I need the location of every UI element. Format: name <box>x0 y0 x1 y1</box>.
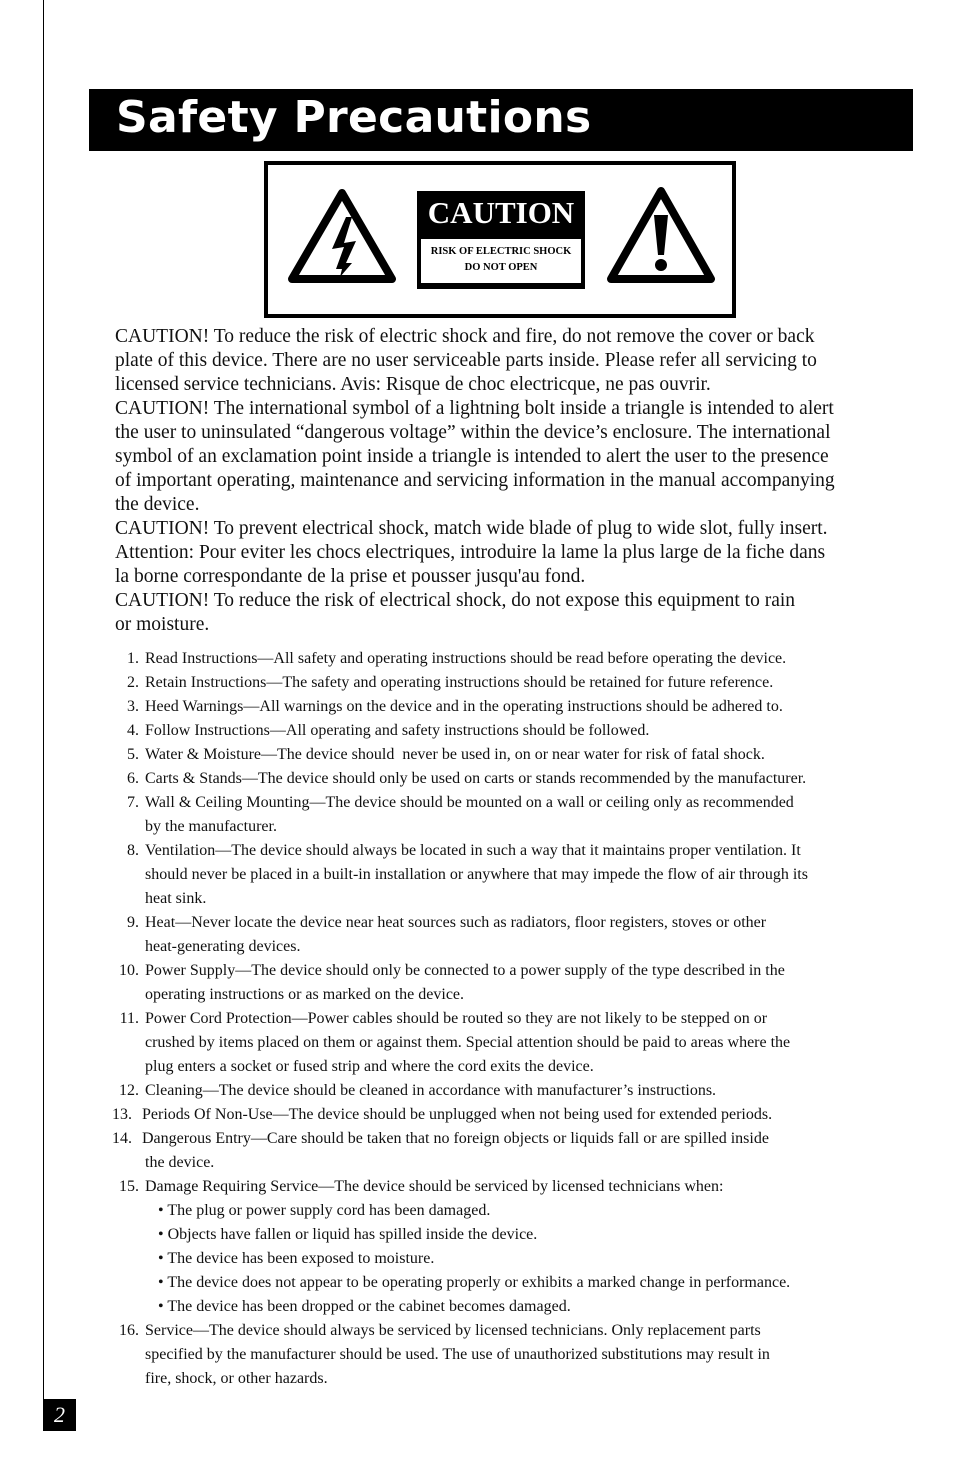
text-line: CAUTION! The international symbol of a lightning bolt inside a triangle is intended to alert <box>115 398 834 419</box>
item-text: Heed Warnings—All warnings on the device and in the operating instructions should be adhered to. <box>145 698 783 715</box>
item-text: the device. <box>145 1154 215 1171</box>
bullet-item: • The device has been dropped or the cabinet becomes damaged. <box>158 1298 571 1315</box>
item-text: Carts & Stands—The device should only be used on carts or stands recommended by the manufacturer. <box>145 770 807 787</box>
page-title: Safety Precautions <box>116 92 592 143</box>
list-item <box>115 719 905 743</box>
item-number: 15. <box>119 1178 139 1195</box>
list-item <box>115 767 905 791</box>
text-line: symbol of an exclamation point inside a triangle is intended to alert the user to the presence <box>115 446 829 467</box>
item-text: should never be placed in a built-in installation or anywhere that may impede the flow of air through its <box>145 866 808 883</box>
text-line: CAUTION! To reduce the risk of electric shock and fire, do not remove the cover or back <box>115 326 815 347</box>
caution-paragraph-3 <box>115 517 905 589</box>
item-text: Follow Instructions—All operating and safety instructions should be followed. <box>145 722 650 739</box>
item-text: Periods Of Non-Use—The device should be unplugged when not being used for extended periods. <box>142 1106 773 1123</box>
caution-label <box>417 191 585 289</box>
text-line: la borne correspondante de la prise et pousser jusqu'au fond. <box>115 566 586 587</box>
list-item <box>115 1175 905 1199</box>
item-number: 1. <box>127 650 139 667</box>
title-bar <box>89 89 913 151</box>
caution-label-box <box>264 161 736 318</box>
text-line: plate of this device. There are no user serviceable parts inside. Please refer all servicing to <box>115 350 817 371</box>
list-item <box>115 695 905 719</box>
item-text: Wall & Ceiling Mounting—The device should be mounted on a wall or ceiling only as recommended <box>145 794 794 811</box>
list-item <box>115 647 905 671</box>
item-number: 12. <box>119 1082 139 1099</box>
caution-notices <box>115 325 905 637</box>
lightning-triangle-icon <box>286 187 398 287</box>
item-text: fire, shock, or other hazards. <box>145 1370 328 1387</box>
item-text: Power Cord Protection—Power cables should be routed so they are not likely to be stepped on or <box>145 1010 768 1027</box>
safety-instructions-list <box>112 647 905 1391</box>
item-number: 7. <box>127 794 139 811</box>
list-item <box>112 1127 905 1175</box>
text-line: the device. <box>115 494 200 515</box>
bullet-item: • The device has been exposed to moisture. <box>158 1250 435 1267</box>
item-number: 6. <box>127 770 139 787</box>
list-item <box>115 959 905 1007</box>
list-item <box>115 1007 905 1079</box>
item-text: Cleaning—The device should be cleaned in accordance with manufacturer’s instructions. <box>145 1082 717 1099</box>
list-item <box>115 791 905 839</box>
exclamation-triangle-icon <box>605 185 717 287</box>
item-text: Water & Moisture—The device should never be used in, on or near water for risk of fatal shock. <box>145 746 765 763</box>
caution-paragraph-1 <box>115 325 905 397</box>
item-text: Dangerous Entry—Care should be taken that no foreign objects or liquids fall or are spilled inside <box>142 1130 769 1147</box>
item-text: operating instructions or as marked on the device. <box>145 986 465 1003</box>
item-text: specified by the manufacturer should be used. The use of unauthorized substitutions may result in <box>145 1346 770 1363</box>
left-margin-rule <box>43 0 44 1404</box>
text-line: Attention: Pour eviter les chocs electriques, introduire la lame la plus large de la fiche dans <box>115 542 826 563</box>
list-item <box>115 1319 905 1391</box>
caution-subtext <box>421 239 581 283</box>
text-line: CAUTION! To reduce the risk of electrical shock, do not expose this equipment to rain <box>115 590 796 611</box>
item-number: 16. <box>119 1322 139 1339</box>
item-text: Damage Requiring Service—The device should be serviced by licensed technicians when: <box>145 1178 724 1195</box>
bullet-item: • The device does not appear to be operating properly or exhibits a marked change in performance. <box>158 1274 791 1291</box>
item-text: Power Supply—The device should only be connected to a power supply of the type described in the <box>145 962 785 979</box>
caution-paragraph-4 <box>115 589 905 637</box>
item-number: 3. <box>127 698 139 715</box>
item-text: heat sink. <box>145 890 207 907</box>
list-item <box>115 1079 905 1103</box>
item-text: Ventilation—The device should always be located in such a way that it maintains proper ventilation. It <box>145 842 801 859</box>
item-number: 14. <box>112 1130 132 1147</box>
item-number: 8. <box>127 842 139 859</box>
item-text: plug enters a socket or fused strip and where the cord exits the device. <box>145 1058 594 1075</box>
text-line: CAUTION! To prevent electrical shock, match wide blade of plug to wide slot, fully insert. <box>115 518 828 539</box>
item-text: Service—The device should always be serviced by licensed technicians. Only replacement parts <box>145 1322 761 1339</box>
item-text: crushed by items placed on them or against them. Special attention should be paid to areas where the <box>145 1034 791 1051</box>
bullet-item: • The plug or power supply cord has been damaged. <box>158 1202 491 1219</box>
page-number: 2 <box>43 1399 76 1431</box>
item-text: Retain Instructions—The safety and operating instructions should be retained for future reference. <box>145 674 774 691</box>
caution-subtext-line-2: DO NOT OPEN <box>464 262 538 273</box>
list-item <box>115 743 905 767</box>
item-number: 2. <box>127 674 139 691</box>
list-item <box>115 671 905 695</box>
caution-paragraph-2 <box>115 397 905 517</box>
item-text: by the manufacturer. <box>145 818 277 835</box>
item-number: 13. <box>112 1106 132 1123</box>
text-line: licensed service technicians. Avis: Risque de choc electricque, ne pas ouvrir. <box>115 374 711 395</box>
caution-word: CAUTION <box>427 195 575 230</box>
list-item <box>115 839 905 911</box>
item-number: 5. <box>127 746 139 763</box>
list-item <box>112 1103 905 1127</box>
text-line: or moisture. <box>115 614 210 635</box>
item-text: heat-generating devices. <box>145 938 301 955</box>
list-item <box>115 911 905 959</box>
bullet-item: • Objects have fallen or liquid has spilled inside the device. <box>158 1226 538 1243</box>
item-text: Heat—Never locate the device near heat sources such as radiators, floor registers, stoves or other <box>145 914 767 931</box>
item-text: Read Instructions—All safety and operating instructions should be read before operating the device. <box>145 650 787 667</box>
item-number: 4. <box>127 722 139 739</box>
text-line: of important operating, maintenance and servicing information in the manual accompanying <box>115 470 835 491</box>
item-number: 11. <box>119 1010 139 1027</box>
caution-subtext-line-1: RISK OF ELECTRIC SHOCK <box>430 246 572 257</box>
item-number: 10. <box>119 962 139 979</box>
text-line: the user to uninsulated “dangerous voltage” within the device’s enclosure. The international <box>115 422 831 443</box>
item-number: 9. <box>127 914 139 931</box>
